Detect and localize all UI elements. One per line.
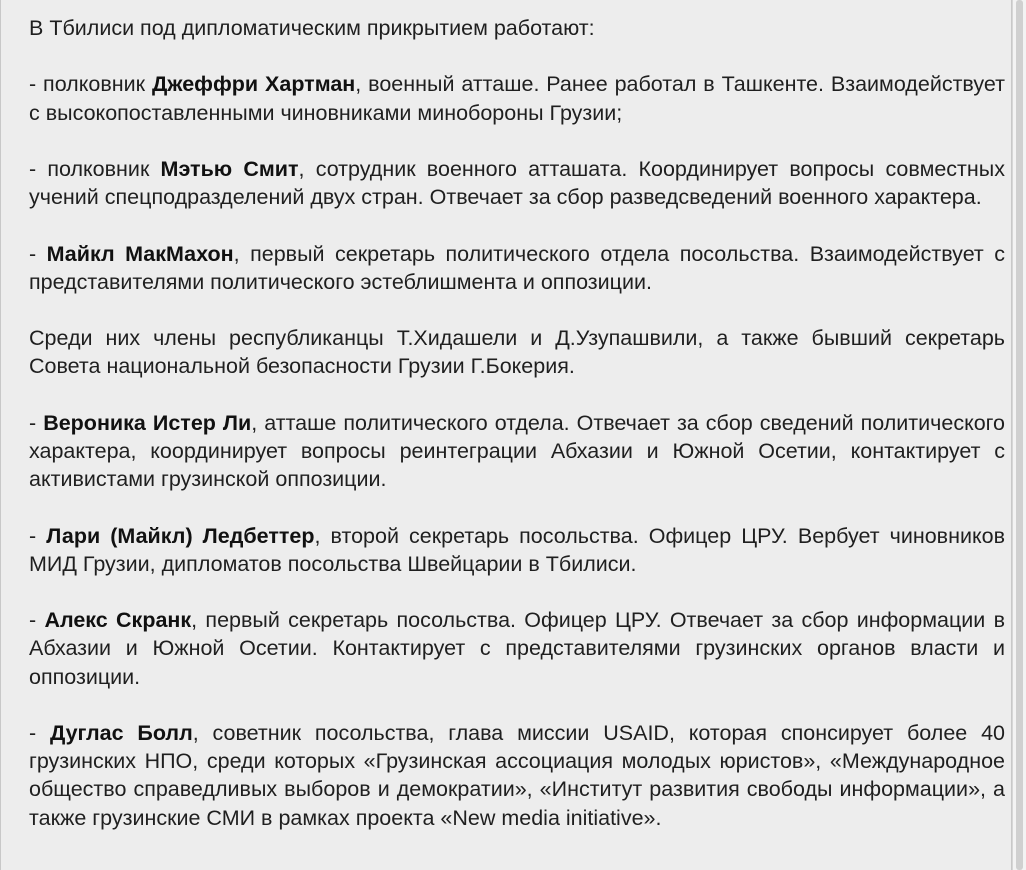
paragraph-hartman	[29, 70, 1005, 126]
paragraph-prefix: -	[29, 720, 50, 745]
paragraph-prefix: -	[29, 523, 47, 548]
paragraph-ledbetter	[29, 522, 1005, 578]
paragraph-ball	[29, 719, 1005, 832]
person-name: Майкл МакМахон	[46, 241, 234, 266]
paragraph-prefix: -	[29, 241, 47, 266]
paragraph-body: , второй секретарь посольства. Офицер ЦРУ. Вербует чиновников МИД Грузии, дипломатов посольства Швейцарии в Тбилиси.	[29, 523, 1005, 576]
person-name: Вероника Истер Ли	[43, 410, 252, 435]
paragraph-lee	[29, 409, 1005, 494]
paragraph-body: , первый секретарь политического отдела посольства. Взаимодействует с представителями политического эстеблишмента и оппозиции.	[29, 241, 1005, 294]
paragraph-prefix: -	[29, 608, 45, 633]
paragraph-body: Среди них члены республиканцы Т.Хидашели и Д.Узупашвили, а также бывший секретарь Совета национальной безопасности Грузии Г.Бокерия.	[29, 326, 1005, 379]
paragraph-smith	[29, 155, 1005, 211]
person-name: Лари (Майкл) Ледбеттер	[46, 523, 315, 548]
intro-paragraph: В Тбилиси под дипломатическим прикрытием работают:	[29, 16, 595, 40]
paragraph-prefix: -	[29, 410, 44, 435]
paragraph-body: , первый секретарь посольства. Офицер ЦРУ. Отвечает за сбор информации в Абхазии и Южной Осетии. Контактирует с представителями грузинских органов власти и оппозиции.	[29, 608, 1006, 689]
paragraph-body: , сотрудник военного атташата. Координирует вопросы совместных учений спецподразделений двух стран. Отвечает за сбор разведсведений военного характера.	[29, 156, 1005, 210]
paragraph-mcmahon	[29, 240, 1005, 296]
paragraph-prefix: - полковник	[29, 156, 161, 181]
person-name: Дуглас Болл	[50, 720, 193, 745]
paragraph-contacts	[29, 324, 1005, 380]
document-text	[29, 14, 1005, 860]
paragraph-prefix: - полковник	[29, 72, 152, 97]
paragraph-body: , атташе политического отдела. Отвечает за сбор сведений политического характера, координирует вопросы реинтеграции Абхазии и Южной Осетии, контактирует с активистами грузинской оппозиции.	[29, 410, 1005, 492]
paragraph-body: , советник посольства, глава миссии USAID, которая спонсирует более 40 грузинских НПО, среди которых «Грузинская ассоциация молодых юристов», «Международное общество справедливых выборов и демократии», «Институт развития свободы информации», а также грузинские СМИ в рамках проекта «New media initiative».	[29, 720, 1005, 830]
paragraph-scrank	[29, 606, 1005, 691]
paragraph-body: , военный атташе. Ранее работал в Ташкенте. Взаимодействует с высокопоставленными чиновниками минобороны Грузии;	[29, 72, 1005, 125]
person-name: Джеффри Хартман	[151, 72, 356, 97]
vertical-scrollbar[interactable]	[1012, 0, 1026, 870]
person-name: Мэтью Смит	[160, 156, 299, 181]
scrollbar-thumb[interactable]	[1016, 0, 1023, 870]
person-name: Алекс Скранк	[44, 608, 192, 633]
